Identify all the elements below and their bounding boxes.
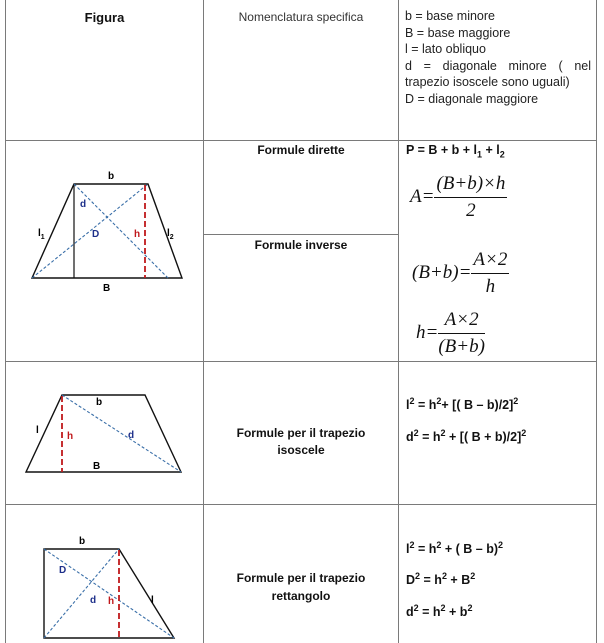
label-b: b xyxy=(79,536,86,547)
nomenclature-item: l = lato obliquo xyxy=(405,42,486,56)
label-b: b xyxy=(108,171,115,182)
label-l: l xyxy=(36,425,39,436)
label-d: d xyxy=(128,430,135,441)
label-b: b xyxy=(96,397,103,408)
right-trapezoid-label: Formule per il trapezio rettangolo xyxy=(236,571,366,603)
header-figura: Figura xyxy=(84,10,125,25)
trapezoid-figure-right xyxy=(6,505,203,643)
label-d: d xyxy=(90,595,97,606)
label-h: h xyxy=(67,431,74,442)
label-d: d xyxy=(80,199,87,210)
nomenclature-item: d = diagonale minore ( nel trapezio isoscele sono uguali) xyxy=(405,58,591,89)
grid-line xyxy=(203,0,204,643)
label-l: l xyxy=(151,595,154,606)
right-formula-l: $l^2 = h^2$ + ( B – b)$^2$ xyxy=(406,540,504,557)
trapezoid-figure-isosceles xyxy=(6,362,203,504)
grid-line xyxy=(203,234,399,235)
label-B: B xyxy=(93,461,101,472)
isosceles-label: Formule per il trapezio isoscele xyxy=(236,426,366,457)
inverse-formula-bases: (B+b)= $\frac{A\times 2}{h}$ xyxy=(412,249,508,297)
label-D: D xyxy=(59,565,67,576)
label-B: B xyxy=(103,283,111,294)
nomenclature-item: b = base minore xyxy=(405,9,495,23)
isosceles-formula-l: $l^2 = h^2+$ [( B – b)/2]$^2$ xyxy=(406,396,519,413)
isosceles-formula-d: $d^2 = h^2$ + [( B + b)/2]$^2$ xyxy=(406,428,527,445)
header-nomenclatura: Nomenclatura specifica xyxy=(238,10,364,24)
grid-line xyxy=(398,0,399,643)
grid-line xyxy=(596,0,597,643)
inverse-formulas-title: Formule inverse xyxy=(254,238,348,252)
nomenclature-item: D = diagonale maggiore xyxy=(405,91,539,106)
label-l2: $l_2$ xyxy=(167,228,174,241)
label-l1: $l_1$ xyxy=(38,228,45,241)
area-formula: A= $\frac{(B+b)\times h}{2}$ xyxy=(410,173,506,221)
inverse-formula-height: h= $\frac{A\times 2}{(B+b)}$ xyxy=(416,309,485,357)
label-h: h xyxy=(108,596,115,607)
label-h: h xyxy=(134,229,141,240)
label-D: D xyxy=(92,229,100,240)
perimeter-formula: $P = B + b + l_1 + l_2$ xyxy=(406,143,505,160)
right-formula-d: $d^2 = h^2 + b^2$ xyxy=(406,603,473,620)
nomenclature-list xyxy=(405,8,591,107)
right-formula-D: $D^2 = h^2 + B^2$ xyxy=(406,571,476,588)
nomenclature-item: B = base maggiore xyxy=(405,25,511,40)
trapezoid-figure-general xyxy=(6,141,203,361)
direct-formulas-title: Formule dirette xyxy=(257,143,345,157)
